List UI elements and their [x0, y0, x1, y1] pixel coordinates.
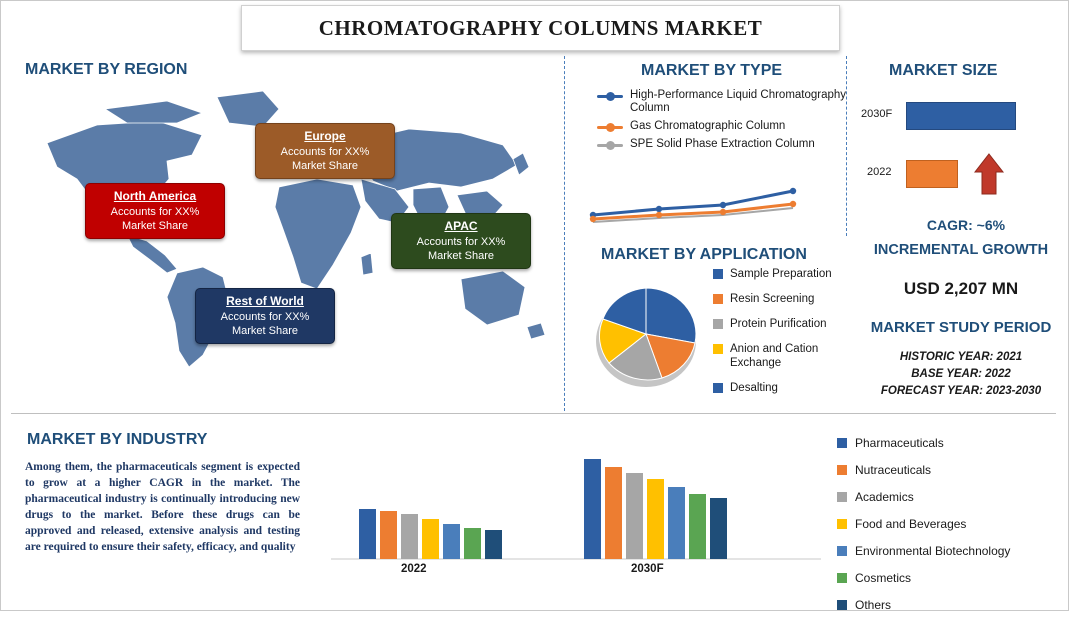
legend-label: High-Performance Liquid Chromatography Column	[630, 89, 847, 114]
legend-swatch-icon	[837, 465, 847, 475]
map-callout-line2: Market Share	[121, 220, 189, 232]
study-forecast-year: FORECAST YEAR: 2023-2030	[880, 385, 1042, 397]
map-callout-line1: Accounts for XX%	[110, 206, 200, 218]
legend-swatch-icon	[837, 546, 847, 556]
legend-label: Cosmetics	[855, 571, 912, 585]
map-callout-line2: Market Share	[427, 250, 495, 262]
industry-group-label-2022: 2022	[401, 563, 427, 575]
type-line-chart	[581, 181, 806, 231]
section-title-market-size: MARKET SIZE	[889, 62, 998, 79]
legend-label: Environmental Biotechnology	[855, 544, 1011, 558]
legend-item[interactable]	[713, 292, 863, 306]
legend-label: Gas Chromatographic Column	[630, 120, 786, 132]
application-pie-svg	[591, 271, 701, 396]
application-legend	[713, 267, 863, 406]
growth-arrow-icon	[973, 152, 1005, 196]
size-category-label: 2030F	[861, 108, 893, 120]
legend-label: Anion and Cation Exchange	[730, 343, 819, 369]
map-callout-apac[interactable]	[391, 213, 531, 269]
application-pie-chart	[591, 271, 701, 396]
section-title-application: MARKET BY APPLICATION	[601, 246, 807, 263]
divider-horizontal	[11, 413, 1056, 414]
size-bar-2030f	[906, 102, 1016, 130]
series-marker-line-icon	[597, 95, 623, 98]
section-title-incremental-growth: INCREMENTAL GROWTH	[873, 242, 1049, 258]
industry-bar-chart	[331, 451, 821, 581]
map-callout-line2: Market Share	[231, 325, 299, 337]
map-callout-name: North America	[113, 189, 197, 203]
legend-label: Food and Beverages	[855, 517, 967, 531]
legend-label: Others	[855, 598, 892, 612]
legend-item[interactable]	[597, 138, 857, 151]
legend-swatch-icon	[713, 294, 723, 304]
legend-item[interactable]	[837, 517, 1067, 531]
legend-label: Pharmaceuticals	[855, 436, 944, 450]
industry-paragraph: Among them, the pharmaceuticals segment is expected to grow at a higher CAGR in the market. The pharmaceutical industry is continually introducing new drugs to the market. Before these drugs can be approved and released, extensive analysis and testing are required to ensure their safety, efficacy, and quality	[25, 461, 300, 553]
map-callout-line1: Accounts for XX%	[280, 146, 370, 158]
legend-swatch-icon	[713, 383, 723, 393]
legend-item[interactable]	[713, 317, 863, 331]
world-map	[17, 83, 557, 383]
map-callout-line1: Accounts for XX%	[416, 236, 506, 248]
map-callout-name: Europe	[304, 129, 346, 143]
size-bar-2022	[906, 160, 958, 188]
divider-vertical-left	[564, 56, 565, 411]
legend-swatch-icon	[837, 519, 847, 529]
section-title-industry: MARKET BY INDUSTRY	[27, 431, 208, 448]
industry-legend	[837, 436, 1067, 625]
section-title-region: MARKET BY REGION	[25, 61, 188, 78]
legend-label: SPE Solid Phase Extraction Column	[630, 138, 815, 150]
legend-item[interactable]	[597, 120, 857, 133]
legend-label: Protein Purification	[730, 318, 827, 330]
map-callout-name: Rest of World	[226, 294, 304, 308]
market-size-bar-chart	[861, 96, 1061, 221]
legend-swatch-icon	[713, 344, 723, 354]
legend-swatch-icon	[713, 319, 723, 329]
map-callout-line1: Accounts for XX%	[220, 311, 310, 323]
legend-label: Nutraceuticals	[855, 463, 932, 477]
legend-swatch-icon	[837, 492, 847, 502]
legend-item[interactable]	[837, 490, 1067, 504]
page-title-bar	[241, 5, 840, 51]
legend-label: Sample Preparation	[730, 268, 832, 280]
industry-group-label-2030f: 2030F	[631, 563, 664, 575]
legend-item[interactable]	[713, 342, 863, 370]
study-historic-year: HISTORIC YEAR: 2021	[899, 351, 1023, 363]
study-base-year: BASE YEAR: 2022	[911, 368, 1011, 380]
size-category-label: 2022	[867, 166, 892, 178]
legend-item[interactable]	[837, 598, 1067, 612]
type-line-chart-svg	[581, 181, 806, 231]
legend-label: Academics	[855, 490, 914, 504]
map-callout-line2: Market Share	[291, 160, 359, 172]
study-period-lines	[857, 349, 1065, 400]
map-callout-europe[interactable]	[255, 123, 395, 179]
legend-item[interactable]	[837, 571, 1067, 585]
legend-item[interactable]	[837, 544, 1067, 558]
legend-swatch-icon	[837, 600, 847, 610]
series-marker-line-icon	[597, 144, 623, 147]
industry-bar-chart-svg	[331, 451, 821, 581]
type-legend	[597, 89, 857, 156]
legend-item[interactable]	[837, 463, 1067, 477]
series-marker-line-icon	[597, 126, 623, 129]
section-title-study-period: MARKET STUDY PERIOD	[870, 319, 1052, 336]
incremental-growth-value: USD 2,207 MN	[903, 279, 1019, 298]
legend-swatch-icon	[713, 269, 723, 279]
legend-swatch-icon	[837, 573, 847, 583]
legend-label: Resin Screening	[730, 293, 815, 305]
legend-swatch-icon	[837, 438, 847, 448]
cagr-value: CAGR: ~6%	[926, 217, 1006, 233]
legend-item[interactable]	[837, 436, 1067, 450]
page-title: CHROMATOGRAPHY COLUMNS MARKET	[318, 15, 763, 40]
map-callout-rest-of-world[interactable]	[195, 288, 335, 344]
map-callout-name: APAC	[444, 219, 478, 233]
map-callout-north-america[interactable]	[85, 183, 225, 239]
legend-label: Desalting	[730, 382, 778, 394]
legend-item[interactable]	[713, 267, 863, 281]
legend-item[interactable]	[597, 89, 857, 115]
legend-item[interactable]	[713, 381, 863, 395]
section-title-type: MARKET BY TYPE	[641, 62, 783, 79]
